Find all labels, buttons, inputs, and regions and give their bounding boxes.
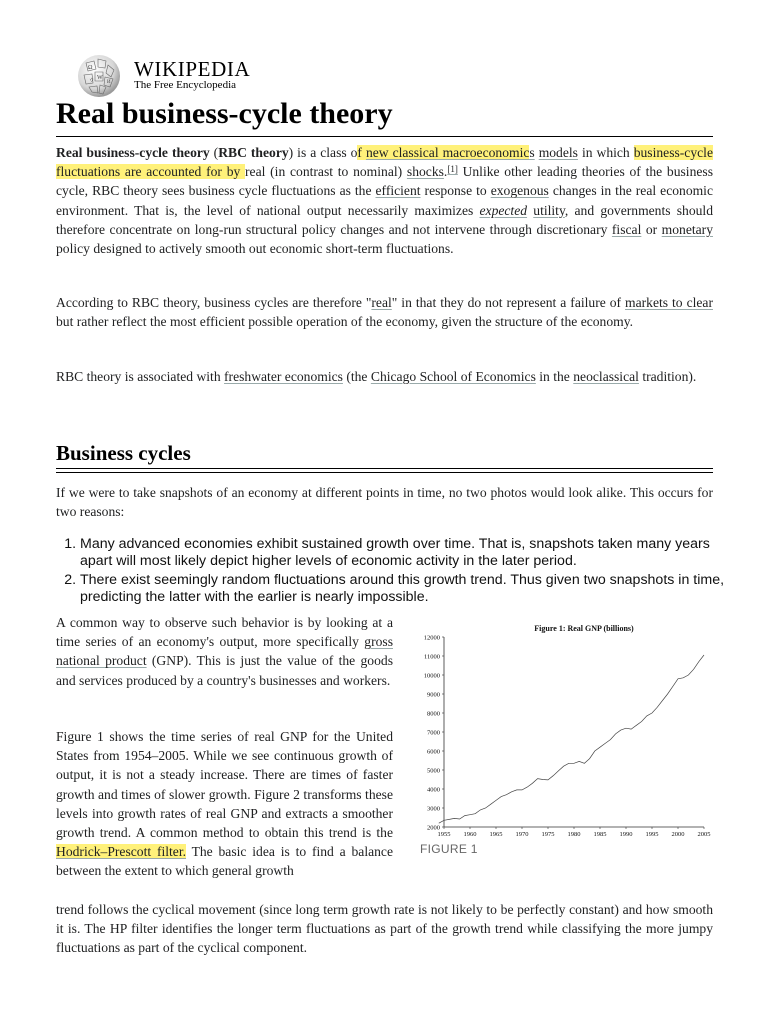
inline-link[interactable]: efficient xyxy=(375,183,421,199)
text-segment: in the xyxy=(535,369,574,384)
text-segment: response to xyxy=(420,183,491,199)
inline-link[interactable]: monetary xyxy=(661,221,714,237)
inline-link[interactable]: utility xyxy=(533,202,565,218)
x-tick-label: 1985 xyxy=(593,831,607,838)
text-segment: policy designed to actively smooth out economic short-term fluctuations. xyxy=(56,241,454,257)
svg-text:Ω: Ω xyxy=(88,65,93,71)
y-tick-label: 5000 xyxy=(427,767,440,775)
wikipedia-globe-icon[interactable] xyxy=(74,53,124,99)
y-tick-label: 10000 xyxy=(423,672,440,680)
inline-link[interactable]: Hodrick–Prescott filter. xyxy=(56,844,187,860)
y-tick-label: 9000 xyxy=(427,691,440,699)
inline-link[interactable]: shocks xyxy=(406,164,444,180)
text-segment: Figure 1 shows the time series of real GNP for the United States from 1954–2005. While we see continuous growth of output, it is not a steady increase. There are times of faster growth and times of slower growth. Figure 2 transforms these levels into growth rates of real GNP and extracts a smoother growth trend. A common method to obtain this trend is the xyxy=(56,729,393,841)
gnp-series-line xyxy=(439,655,704,823)
inline-link[interactable]: Chicago School of Economics xyxy=(370,369,536,384)
text-segment: trend follows the cyclical movement (since long term growth rate is not likely to be perfectly constant) and how smooth it is. The HP filter identifies the longer term fluctuations as part of the growth trend while classifying the more jumpy fluctuations as part of the cyclical component. xyxy=(56,902,713,956)
inline-link[interactable]: expected xyxy=(479,202,528,218)
text-segment: RBC theory is associated with xyxy=(56,369,225,384)
text-segment: ( xyxy=(209,145,219,160)
x-tick-label: 1960 xyxy=(463,831,477,838)
text-segment: f xyxy=(357,145,366,160)
text-segment: Unlike other leading theories of the business cycle, RBC theory sees business cycle fluctuations as the xyxy=(56,164,713,199)
y-tick-label: 7000 xyxy=(427,729,440,737)
text-segment: tradition). xyxy=(638,369,697,384)
inline-link[interactable]: markets to clear xyxy=(625,295,713,310)
y-tick-label: 6000 xyxy=(427,748,440,756)
inline-link[interactable]: gross national product xyxy=(56,634,393,669)
text-segment: real (in contrast to nominal) xyxy=(245,164,407,180)
text-segment: in which xyxy=(577,145,634,160)
text-segment: The basic idea is to find a balance between the extent to which general growth xyxy=(56,844,393,879)
paragraph-hp-filter xyxy=(56,900,713,958)
inline-link[interactable]: freshwater economics xyxy=(224,369,343,384)
paragraph-real-cycles xyxy=(56,293,713,331)
inline-link[interactable]: [1] xyxy=(447,164,458,175)
paragraph-freshwater xyxy=(56,367,713,386)
inline-link[interactable]: fiscal xyxy=(611,221,642,237)
intro-paragraph xyxy=(56,143,713,258)
x-tick-label: 1980 xyxy=(567,831,581,838)
text-segment: (GNP). This is just the value of the goods and services produced by a country's businesses and workers. xyxy=(56,653,393,688)
inline-link[interactable]: exogenous xyxy=(490,183,549,199)
text-segment: Real business-cycle theory xyxy=(56,145,210,160)
inline-link[interactable]: neoclassical xyxy=(573,369,639,384)
inline-link[interactable]: s xyxy=(529,145,535,160)
y-tick-label: 2000 xyxy=(427,824,440,832)
figure-1-chart[interactable] xyxy=(418,621,713,841)
y-tick-label: 3000 xyxy=(427,805,440,813)
chart-title: Figure 1: Real GNP (billions) xyxy=(534,624,634,633)
svg-text:ウ: ウ xyxy=(89,79,95,84)
text-segment: ) is a class o xyxy=(288,145,358,160)
reasons-list xyxy=(56,536,740,608)
x-tick-label: 2005 xyxy=(697,831,711,838)
x-tick-label: 1965 xyxy=(489,831,503,838)
text-segment: A common way to observe such behavior is by looking at a time series of an economy's output, more specifically xyxy=(56,615,393,650)
y-tick-label: 11000 xyxy=(423,653,440,661)
section-divider xyxy=(56,468,713,469)
inline-link[interactable]: real xyxy=(371,295,392,310)
text-segment: changes in the real economic environment. That is, the level of national output necessarily maximizes xyxy=(56,183,713,218)
y-tick-label: 4000 xyxy=(427,786,440,794)
list-item: 1. Many advanced economies exhibit sustained growth over time. That is, snapshots taken many years apart will most likely depict higher levels of economic activity in the later period. xyxy=(80,536,740,569)
page-title: Real business-cycle theory xyxy=(56,97,393,130)
figure-caption: FIGURE 1 xyxy=(420,842,478,856)
section-divider-double xyxy=(56,472,713,473)
inline-link[interactable]: new classical macroeconomic xyxy=(365,145,530,160)
y-tick-label: 12000 xyxy=(423,634,440,642)
svg-text:И: И xyxy=(107,80,111,85)
paragraph-snapshots xyxy=(56,483,713,521)
paragraph-figure-description xyxy=(56,727,393,881)
text-segment: " in that they do not represent a failure of xyxy=(391,295,626,310)
section-heading-business-cycles: Business cycles xyxy=(56,441,191,465)
x-tick-label: 1975 xyxy=(541,831,555,838)
list-item: 2. There exist seemingly random fluctuations around this growth trend. Thus given two snapshots in time, predicting the latter with the earlier is nearly impossible. xyxy=(80,572,740,605)
wikipedia-tagline: The Free Encyclopedia xyxy=(134,79,237,91)
text-segment: (the xyxy=(342,369,371,384)
text-segment: RBC theory xyxy=(218,145,289,160)
inline-link[interactable]: models xyxy=(538,145,578,160)
x-tick-label: 1995 xyxy=(645,831,659,838)
text-segment: According to RBC theory, business cycles are therefore " xyxy=(56,295,372,310)
title-divider xyxy=(56,136,713,137)
text-segment: or xyxy=(641,221,662,237)
paragraph-time-series xyxy=(56,613,393,690)
svg-text:W: W xyxy=(97,75,103,81)
text-segment: , and governments should therefore concentrate on long-run structural policy changes and not intervene through discretionary xyxy=(56,202,714,237)
x-tick-label: 1970 xyxy=(515,831,529,838)
wikipedia-wordmark[interactable]: WIKIPEDIA xyxy=(134,57,251,81)
x-tick-label: 1990 xyxy=(619,831,633,838)
x-tick-label: 1955 xyxy=(437,831,451,838)
x-tick-label: 2000 xyxy=(671,831,685,838)
text-segment: If we were to take snapshots of an economy at different points in time, no two photos would look alike. This occurs for two reasons: xyxy=(56,485,713,520)
text-segment: business-cycle fluctuations are accounted for by xyxy=(56,145,713,180)
text-segment: . xyxy=(443,164,448,180)
text-segment: but rather reflect the most efficient possible operation of the economy, given the structure of the economy. xyxy=(56,314,634,330)
y-tick-label: 8000 xyxy=(427,710,440,718)
